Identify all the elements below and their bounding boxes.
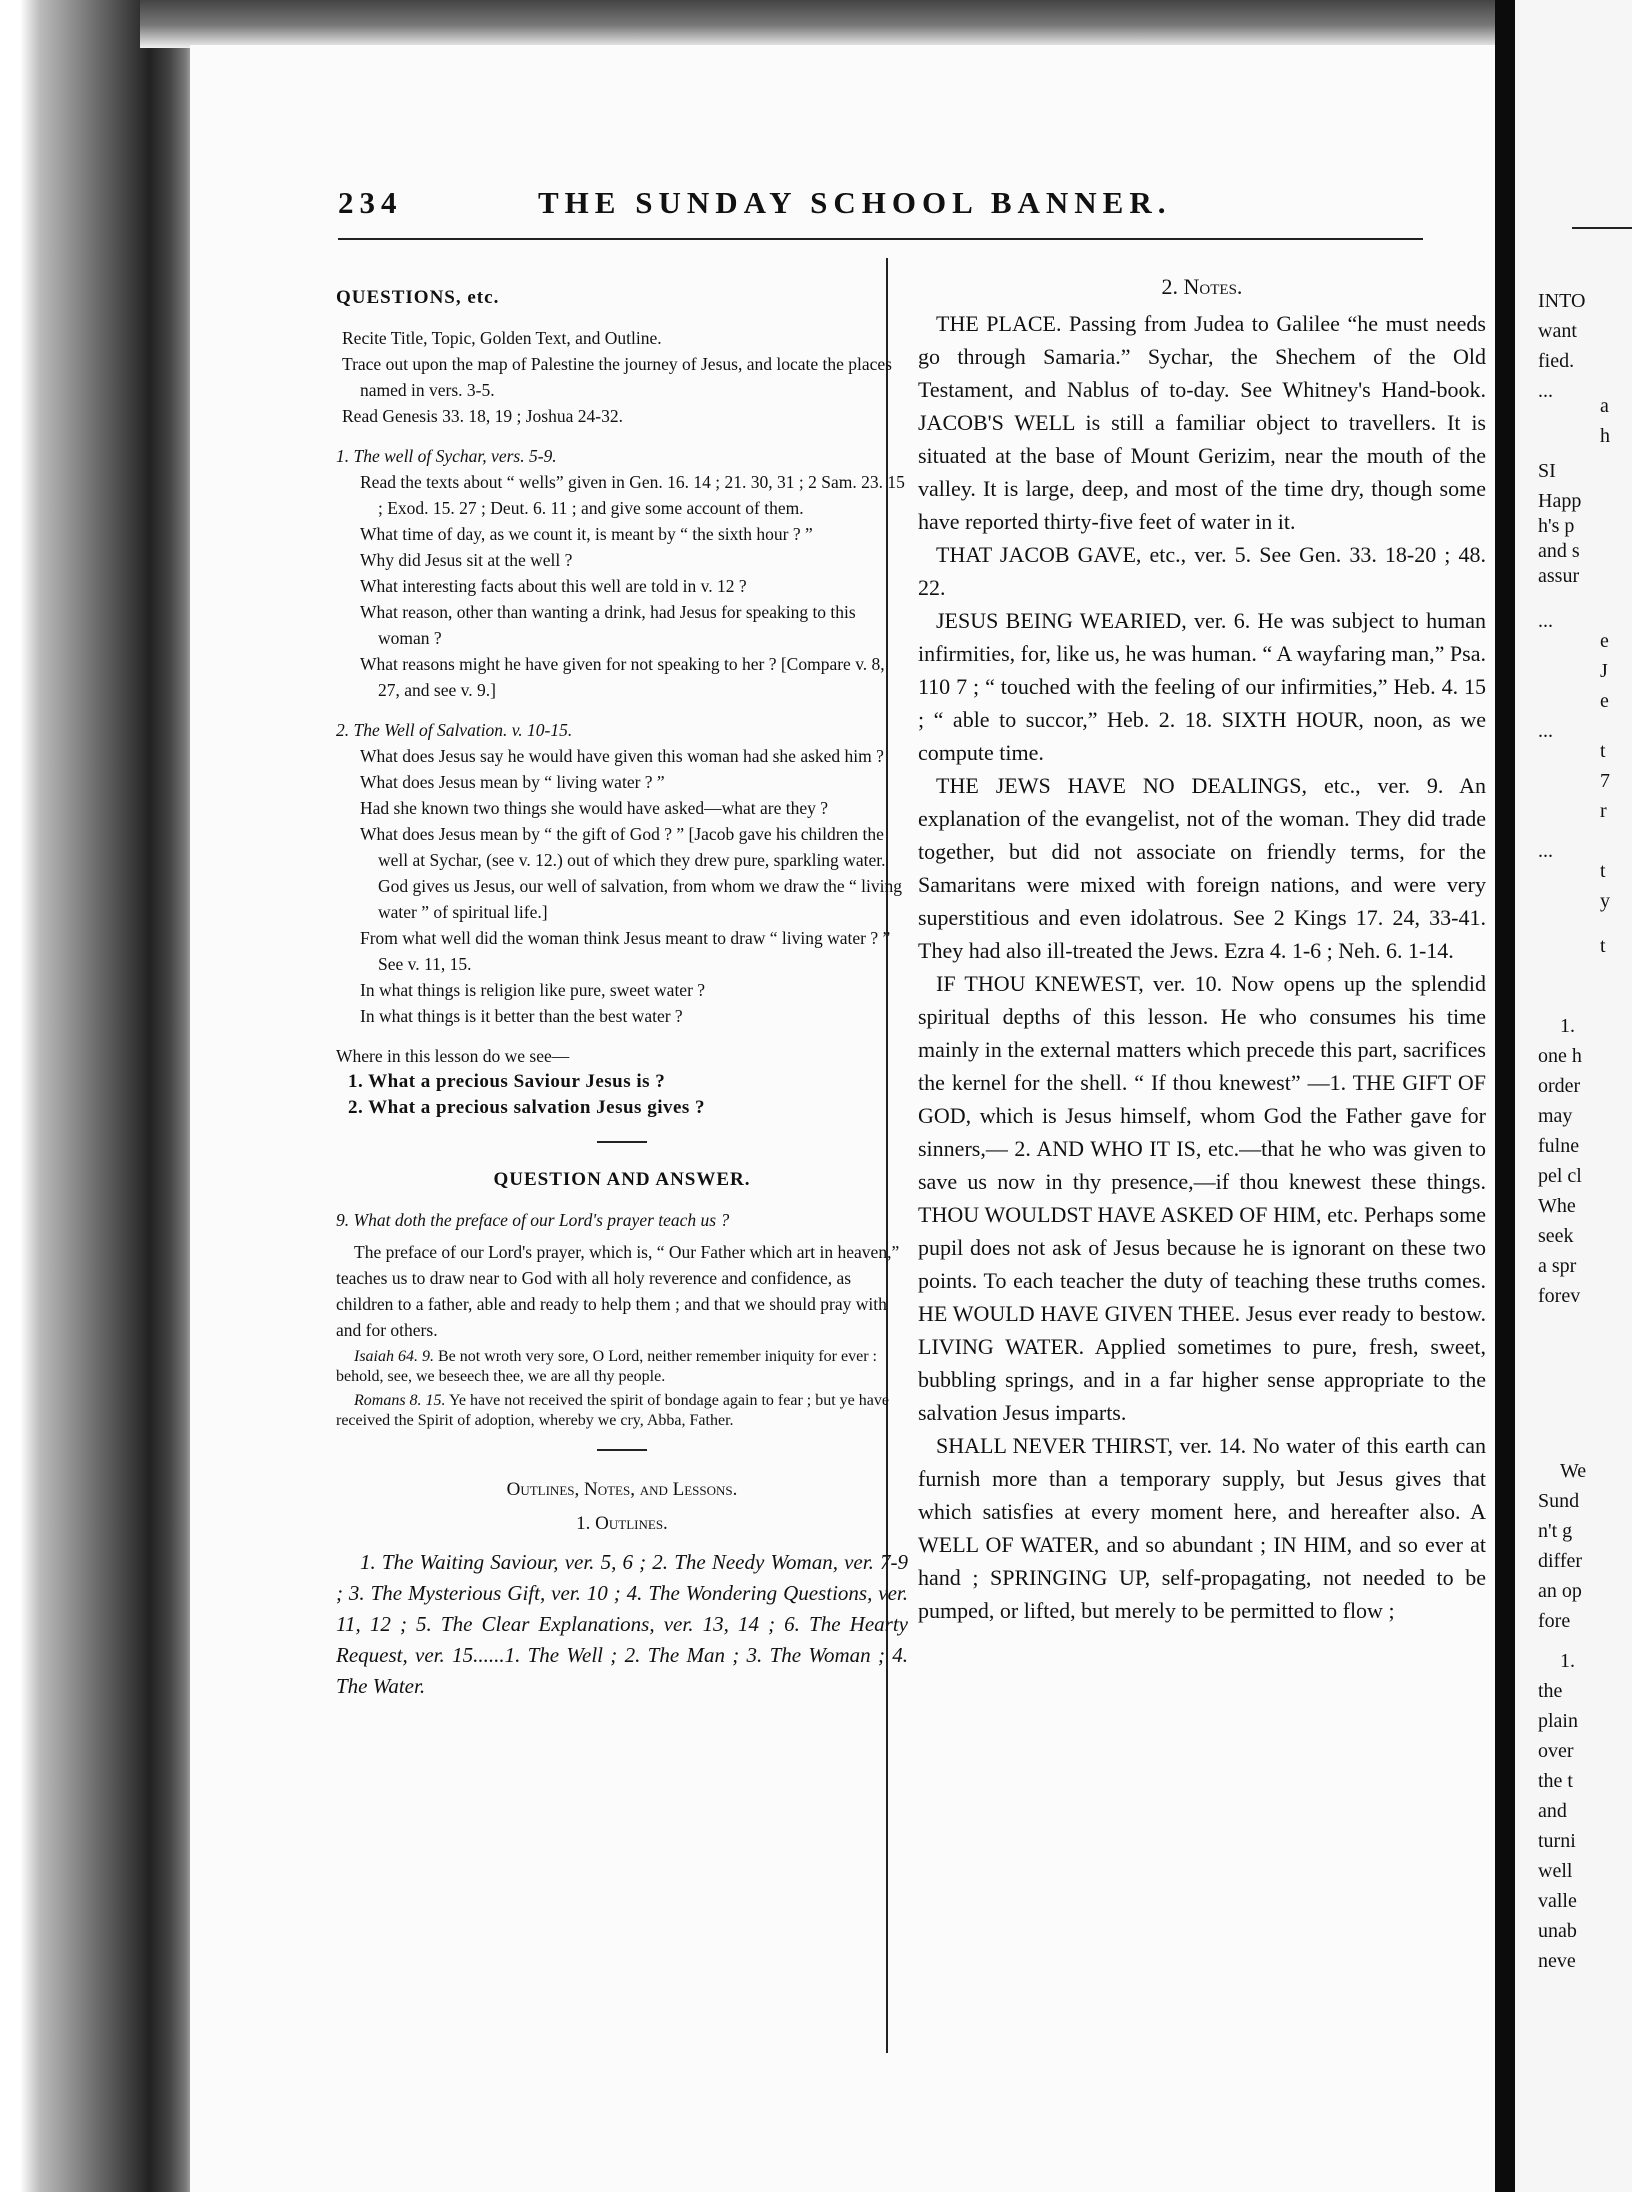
running-title: THE SUNDAY SCHOOL BANNER. [538,185,1172,220]
outlines-text: 1. The Waiting Saviour, ver. 5, 6 ; 2. The Needy Woman, ver. 7-9 ; 3. The Mysterious Gift, ver. 10 ; 4. The Wondering Questions, ver. 11, 12 ; 5. The Clear Explanations, ver. 13, 14 ; 6. The Hearty Request, ver. 15......1. The Well ; 2. The Man ; 3. The Woman ; 4. The Water. [336,1550,908,1698]
qa-answer: The preface of our Lord's prayer, which is, “ Our Father which art in heaven,” teaches us to draw near to God with all holy reverence and confidence, as children to a father, able and ready to help them ; and that we should pray with and for others. [336,1242,900,1340]
book-spine [0,0,200,2192]
section-divider [597,1141,647,1143]
facing-fragment: INTO [1538,290,1586,312]
facing-fragment: fore [1538,1610,1571,1632]
facing-fragment: ... [1538,840,1553,862]
facing-fragment: turni [1538,1830,1576,1852]
notes-heading: 2. Notes. [1161,274,1243,299]
romans-text: Ye have not received the spirit of bondage again to fear ; but ye have received the Spirit of adoption, whereby we cry, Abba, Father. [336,1392,889,1429]
facing-fragment: r [1600,800,1607,822]
section-divider [597,1449,647,1451]
intro-line: Recite Title, Topic, Golden Text, and Outline. [342,328,662,348]
question-item: Read the texts about “ wells” given in Gen. 16. 14 ; 21. 30, 31 ; 2 Sam. 23. 15 ; Exod. 15. 27 ; Deut. 6. 11 ; and give some account of them. [360,472,905,518]
question-item: What reasons might he have given for not speaking to her ? [Compare v. 8, 27, and see v. 9.] [360,654,885,700]
facing-fragment: the [1538,1680,1563,1702]
facing-fragment: valle [1538,1890,1577,1912]
facing-fragment: e [1600,630,1609,652]
questions-heading: QUESTIONS, etc. [336,287,500,308]
facing-fragment: t [1600,935,1606,957]
facing-fragment: Happ [1538,490,1582,512]
note-paragraph: JESUS BEING WEARIED, ver. 6. He was subject to human infirmities, for, like us, he was human. “ A wayfaring man,” Psa. 110 7 ; “ touched with the feeling of our infirmities,” Heb. 4. 15 ; “ able to succor,” Heb. 2. 18. SIXTH HOUR, noon, as we compute time. [918,608,1486,765]
outlines-heading: Outlines, Notes, and Lessons. [506,1479,738,1500]
facing-fragment: the t [1538,1770,1573,1792]
facing-fragment: fulne [1538,1135,1580,1157]
question-item: What reason, other than wanting a drink, had Jesus for speaking to this woman ? [360,602,856,648]
facing-fragment: well [1538,1860,1573,1882]
facing-fragment: h [1600,425,1610,447]
note-paragraph: SHALL NEVER THIRST, ver. 14. No water of this earth can furnish more than a temporary supply, but Jesus gives that which satisfies at every moment here, and hereafter also. A WELL OF WATER, and so abundant ; IN HIM, and so ever at hand ; SPRINGING UP, self-propagating, not needed to be pumped, or lifted, but merely to be permitted to flow ; [918,1433,1486,1623]
isaiah-text: Be not wroth very sore, O Lord, neither remember iniquity for ever : behold, see, we beseech thee, we are all thy people. [336,1348,877,1385]
facing-fragment: over [1538,1740,1574,1762]
bold-point-2: 2. What a precious salvation Jesus gives ? [348,1097,706,1118]
facing-fragment: assur [1538,565,1580,587]
facing-fragment: h's p [1538,515,1575,537]
facing-fragment: differ [1538,1550,1583,1572]
note-paragraph: THE PLACE. Passing from Judea to Galilee “he must needs go through Samaria.” Sychar, the Shechem of the Old Testament, and Nablus of to-day. See Whitney's Hand-book. JACOB'S WELL is still a familiar object to travellers. It is situated at the base of Mount Gerizim, near the mouth of the valley. It is large, deep, and most of the time dry, though some have reported thirty-five feet of water in it. [918,311,1486,534]
facing-fragment: SI [1538,460,1556,482]
facing-fragment: Sund [1538,1490,1580,1512]
facing-fragment: seek [1538,1225,1574,1247]
left-column [336,285,908,1702]
qa-question: 9. What doth the preface of our Lord's prayer teach us ? [336,1210,730,1230]
question-item: What does Jesus say he would have given this woman had she asked him ? [360,746,884,766]
facing-fragment: neve [1538,1950,1576,1972]
top-shadow [140,0,1495,48]
facing-fragment: n't g [1538,1520,1573,1542]
facing-fragment: ... [1538,610,1553,632]
facing-fragment: ... [1538,380,1553,402]
facing-fragment: 1. [1560,1015,1575,1037]
note-paragraph: THE JEWS HAVE NO DEALINGS, etc., ver. 9. An explanation of the evangelist, not of the woman. They did trade together, but did not associate on friendly terms, for the Samaritans were mixed with foreign nations, and were very superstitious and even idolatrous. See 2 Kings 17. 24, 33-41. They had also ill-treated the Jews. Ezra 4. 1-6 ; Neh. 6. 1-14. [918,773,1486,963]
facing-fragment: y [1600,890,1610,912]
facing-fragment: ... [1538,720,1553,742]
question-item: In what things is religion like pure, sweet water ? [360,980,706,1000]
qa-heading: QUESTION AND ANSWER. [493,1169,751,1190]
question-item: Had she known two things she would have asked—what are they ? [360,798,829,818]
section-2-title: 2. The Well of Salvation. v. 10-15. [336,720,573,740]
bold-point-1: 1. What a precious Saviour Jesus is ? [348,1071,666,1092]
facing-fragment: 1. [1560,1650,1575,1672]
intro-line: Read Genesis 33. 18, 19 ; Joshua 24-32. [342,406,623,426]
question-item: In what things is it better than the best water ? [360,1006,683,1026]
facing-fragment: t [1600,740,1606,762]
romans-ref: Romans 8. 15. [354,1392,446,1409]
facing-fragment: pel cl [1538,1165,1582,1187]
note-paragraph: IF THOU KNEWEST, ver. 10. Now opens up the splendid spiritual depths of this lesson. He who consumes his time mainly in the external matters which precede this part, sacrifices the kernel for the shell. “ If thou knewest” —1. THE GIFT OF GOD, which is Jesus himself, whom God the Father gave for sinners,— 2. AND WHO IT IS, etc.—that he who was given to save us now in thy presence,—if thou knewest these things. THOU WOULDST HAVE ASKED OF HIM, etc. Perhaps some pupil does not ask of Jesus because he is ignorant on these two points. To each teacher the duty of teaching these truths comes. HE WOULD HAVE GIVEN THEE. Jesus ever ready to bestow. LIVING WATER. Applied sometimes to pure, fresh, sweet, bubbling springs, and in a far higher sense appropriate to the salvation Jesus imparts. [918,971,1486,1425]
facing-fragment: and [1538,1800,1567,1822]
section-1-title: 1. The well of Sychar, vers. 5-9. [336,446,557,466]
question-item: What does Jesus mean by “ the gift of God ? ” [Jacob gave his children the well at Sychar, (see v. 12.) out of which they drew pure, sparkling water. God gives us Jesus, our well of salvation, from whom we draw the “ living water ” of spiritual life.] [360,824,902,922]
right-column [918,270,1486,1627]
facing-fragment: forev [1538,1285,1581,1307]
intro-line: Trace out upon the map of Palestine the journey of Jesus, and locate the places named in vers. 3-5. [342,354,892,400]
facing-fragment: unab [1538,1920,1577,1942]
facing-fragment: a spr [1538,1255,1577,1277]
facing-fragment: Whe [1538,1195,1576,1217]
header-rule [338,238,1423,240]
question-item: What time of day, as we count it, is meant by “ the sixth hour ? ” [360,524,813,544]
facing-fragment: order [1538,1075,1581,1097]
facing-fragment: want [1538,320,1577,342]
where-in-line: Where in this lesson do we see— [336,1046,570,1066]
facing-fragment: may [1538,1105,1573,1127]
facing-fragment: plain [1538,1710,1578,1732]
facing-fragment: t [1600,860,1606,882]
facing-fragment: one h [1538,1045,1582,1067]
facing-fragment: and s [1538,540,1580,562]
scripture-isaiah [336,1347,908,1387]
page-number: 234 [338,185,403,220]
question-item: What interesting facts about this well are told in v. 12 ? [360,576,747,596]
facing-fragment: fied. [1538,350,1575,372]
facing-fragment: e [1600,690,1609,712]
question-item: What does Jesus mean by “ living water ? ” [360,772,665,792]
facing-header-rule [1572,227,1632,229]
isaiah-ref: Isaiah 64. 9. [354,1348,434,1365]
facing-fragment: We [1560,1460,1587,1482]
facing-fragment: an op [1538,1580,1582,1602]
scripture-romans [336,1391,908,1431]
note-paragraph: THAT JACOB GAVE, etc., ver. 5. See Gen. 33. 18-20 ; 48. 22. [918,542,1486,600]
facing-fragment: a [1600,395,1609,417]
question-item: From what well did the woman think Jesus meant to draw “ living water ? ” See v. 11, 15. [360,928,891,974]
facing-fragment: 7 [1600,770,1610,792]
facing-fragment: J [1600,660,1608,682]
book-gutter [1495,0,1515,2192]
question-item: Why did Jesus sit at the well ? [360,550,573,570]
outlines-subheading: 1. Outlines. [576,1513,668,1534]
